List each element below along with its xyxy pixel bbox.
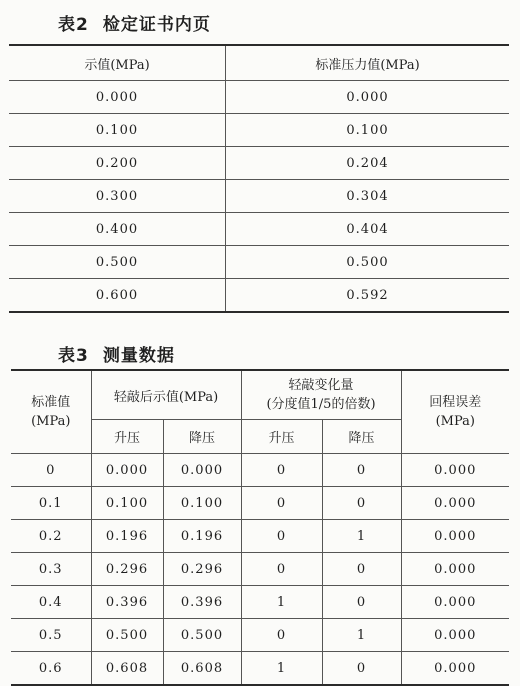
table3-header-tap-reading: 轻敲后示值(MPa) [91,370,241,420]
table-row [9,180,509,213]
table3-cell: 0.000 [401,553,509,586]
table3-cell: 0.396 [163,586,241,619]
table3-cell: 0 [322,553,401,586]
table3-cell: 1 [322,619,401,652]
table3-cell: 0 [322,487,401,520]
table-row [11,619,509,652]
table3-cell: 0 [241,487,322,520]
table3-cell: 0.100 [91,487,163,520]
table2-cell: 0.100 [226,114,510,147]
table2-cell: 0.592 [346,287,389,303]
table3-cell: 0 [322,454,401,487]
table-row [9,81,509,114]
table3-cell: 0.608 [163,652,241,686]
table2-caption-title: 检定证书内页 [102,15,211,35]
table3-cell: 0.100 [163,487,241,520]
table3-caption [58,341,175,366]
table3-cell: 0.000 [401,652,509,686]
table2-cell: 0.300 [9,180,226,213]
table3-subheader-up: 升压 [91,420,163,454]
table-row [9,279,509,313]
table-row [9,246,509,279]
table2-cell: 0.400 [9,213,226,246]
table3-header-hysteresis-label: 回程误差 [429,395,482,410]
measurement-data-table [11,369,509,686]
table3-header-hysteresis-unit: (MPa) [435,414,475,429]
table2-cell: 0.000 [226,81,510,114]
table3-cell: 0.000 [91,454,163,487]
table3-cell: 0.608 [91,652,163,686]
table3-cell: 0.1 [11,487,91,520]
table-row [11,553,509,586]
table2-cell: 0.500 [226,246,510,279]
table3-cell: 0.000 [401,619,509,652]
table3-caption-title: 测量数据 [102,346,175,366]
table3-cell: 1 [241,652,322,686]
table-row [11,454,509,487]
table2-cell: 0.204 [226,147,510,180]
table3-cell: 0.196 [91,520,163,553]
table3-cell: 0.000 [401,586,509,619]
table3-cell: 0 [322,652,401,686]
table2-cell: 0.500 [9,246,226,279]
table3-cell: 0.396 [91,586,163,619]
table-row [11,586,509,619]
table3-cell: 0.296 [163,553,241,586]
table2-cell: 0.200 [9,147,226,180]
table2-header-row [9,45,509,81]
table-row [11,487,509,520]
table-row [9,147,509,180]
table3-cell: 0.3 [11,553,91,586]
table2-cell: 0.600 [9,279,226,313]
table-row [11,520,509,553]
table3-cell: 0.5 [11,619,91,652]
table3-cell: 0 [241,520,322,553]
table3-cell: 1 [241,586,322,619]
table3-cell: 0 [11,454,91,487]
table2-caption-number: 表2 [58,15,89,35]
table2-cell: 0.404 [226,213,510,246]
table3-cell: 0.000 [401,520,509,553]
table2-header-indicated-value: 示值(MPa) [9,45,226,81]
table3-subheader-up: 升压 [241,420,322,454]
table3-header-tap-change [241,370,401,420]
table3-header-row [11,370,509,420]
table3-header-tap-change-label: 轻敲变化量 [288,378,354,393]
table3-cell: 0.2 [11,520,91,553]
table3-cell: 1 [322,520,401,553]
table2-header-standard-pressure: 标准压力值(MPa) [226,45,510,81]
table2-cell: 0.000 [9,81,226,114]
table3-cell: 0.296 [91,553,163,586]
table3-cell: 0.500 [163,619,241,652]
table3-header-standard-unit: (MPa) [31,414,71,429]
table3-cell: 0 [241,619,322,652]
table3-cell: 0 [241,553,322,586]
table3-caption-number: 表3 [58,346,89,366]
table3-header-standard-label: 标准值 [31,395,71,410]
table3-cell: 0.500 [91,619,163,652]
table3-header-standard-value [11,370,91,454]
table3-cell: 0.000 [401,487,509,520]
table2-caption [58,10,211,35]
table3-cell: 0.196 [163,520,241,553]
calibration-certificate-table [9,44,509,313]
table-row [9,114,509,147]
table3-cell: 0.4 [11,586,91,619]
table2-cell: 0.100 [9,114,226,147]
table3-cell: 0.000 [401,454,509,487]
table3-header-tap-change-unit: (分度值1/5的倍数) [266,397,376,412]
table3-cell: 0.000 [163,454,241,487]
table3-cell: 0 [322,586,401,619]
table-row [9,213,509,246]
table3-cell: 0.6 [11,652,91,686]
table-row [11,652,509,686]
table3-subheader-down: 降压 [163,420,241,454]
table3-header-hysteresis [401,370,509,454]
table2-cell: 0.304 [226,180,510,213]
table3-subheader-down: 降压 [322,420,401,454]
table3-cell: 0 [241,454,322,487]
